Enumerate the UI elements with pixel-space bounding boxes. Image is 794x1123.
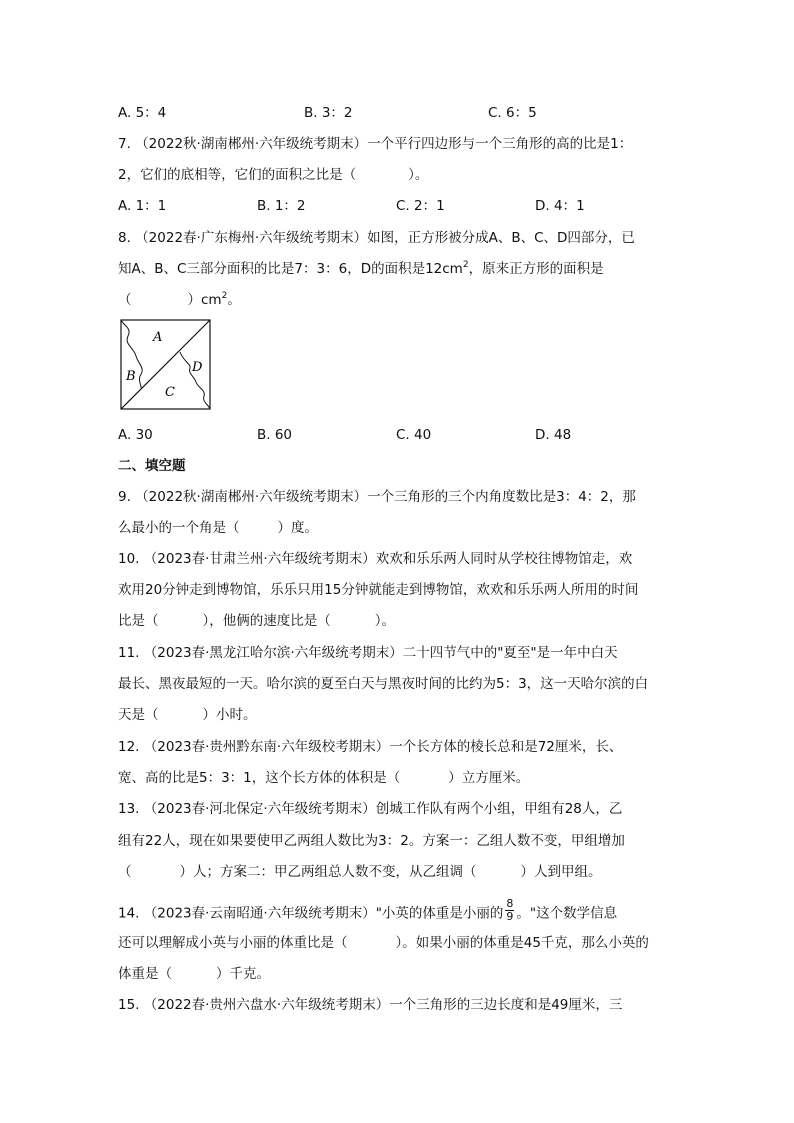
q7-line1: 7. （2022秋·湖南郴州·六年级统考期末）一个平行四边形与一个三角形的高的比是1：	[118, 136, 633, 152]
figure-label-d: D	[192, 360, 203, 375]
q14-line3: 体重是（ ）千克。	[118, 966, 270, 982]
q9-line1: 9. （2022秋·湖南郴州·六年级统考期末）一个三角形的三个内角度数比是3：4：2，那	[118, 489, 636, 505]
q10-line3: 比是（ ），他俩的速度比是（ ）。	[118, 613, 395, 629]
q13-line3: （ ）人；方案二：甲乙两组总人数不变，从乙组调（ ）人到甲组。	[118, 864, 602, 880]
q8-square-figure	[118, 318, 214, 416]
q14-line2: 还可以理解成小英与小丽的体重比是（ ）。如果小丽的体重是45千克，那么小英的	[118, 935, 649, 951]
q12-line2: 宽、高的比是5：3：1，这个长方体的体积是（ ）立方厘米。	[118, 770, 530, 786]
q6-option-b: B. 3：2	[304, 105, 353, 121]
q11-line2: 最长、黑夜最短的一天。哈尔滨的夏至白天与黑夜时间的比约为5：3，这一天哈尔滨的白	[118, 676, 649, 692]
q7-option-a: A. 1：1	[118, 198, 167, 214]
q8-options	[118, 425, 678, 445]
q11-line1: 11. （2023春·黑龙江哈尔滨·六年级统考期末）二十四节气中的"夏至"是一年中白天	[118, 645, 618, 661]
q14-fraction: $\frac{8}{9}$	[506, 897, 514, 923]
q13-line2: 组有22人，现在如果要使甲乙两组人数比为3：2。方案一：乙组人数不变，甲组增加	[118, 833, 625, 849]
q11-line3: 天是（ ）小时。	[118, 707, 257, 723]
q8-line3: （ ）$cm^2$。	[118, 291, 241, 308]
q6-option-a: A. 5：4	[118, 105, 167, 121]
q6-options	[118, 103, 678, 123]
q13-line1: 13. （2023春·河北保定·六年级统考期末）创城工作队有两个小组，甲组有28人，乙	[118, 801, 623, 817]
q10-line1: 10. （2023春·甘肃兰州·六年级统考期末）欢欢和乐乐两人同时从学校往博物馆走，欢	[118, 551, 633, 567]
q8-option-d: D. 48	[535, 427, 572, 443]
q7-option-b: B. 1：2	[257, 198, 306, 214]
figure-label-c: C	[165, 385, 175, 400]
q8-option-c: C. 40	[396, 427, 432, 443]
q8-line1: 8. （2022春·广东梅州·六年级统考期末）如图，正方形被分成A、B、C、D四部分，已	[118, 230, 635, 246]
q8-line2: 知A、B、C三部分面积的比是7：3：6，D的面积是$12cm^2$，原来正方形的面积是	[118, 260, 604, 277]
q9-line2: 么最小的一个角是（ ）度。	[118, 520, 318, 536]
q7-option-c: C. 2：1	[396, 198, 445, 214]
q7-option-d: D. 4：1	[535, 198, 585, 214]
q7-line2: 2，它们的底相等，它们的面积之比是（ ）。	[118, 167, 429, 183]
q8-option-b: B. 60	[257, 427, 293, 443]
q14-line1: 14. （2023春·云南昭通·六年级统考期末）"小英的体重是小丽的 $\frac{8}{9}$ 。"这个数学信息	[118, 897, 618, 923]
q7-options	[118, 196, 678, 216]
q8-option-a: A. 30	[118, 427, 153, 443]
figure-label-b: B	[126, 369, 136, 384]
q15-line1: 15. （2022春·贵州六盘水·六年级统考期末）一个三角形的三边长度和是49厘米，三	[118, 997, 623, 1013]
q10-line2: 欢用20分钟走到博物馆，乐乐只用15分钟就能走到博物馆，欢欢和乐乐两人所用的时间	[118, 582, 639, 598]
section-heading-fill-in: 二、填空题	[118, 458, 186, 474]
q6-option-c: C. 6：5	[488, 105, 537, 121]
q12-line1: 12. （2023春·贵州黔东南·六年级校考期末）一个长方体的棱长总和是72厘米，长、	[118, 739, 623, 755]
figure-label-a: A	[153, 330, 163, 345]
